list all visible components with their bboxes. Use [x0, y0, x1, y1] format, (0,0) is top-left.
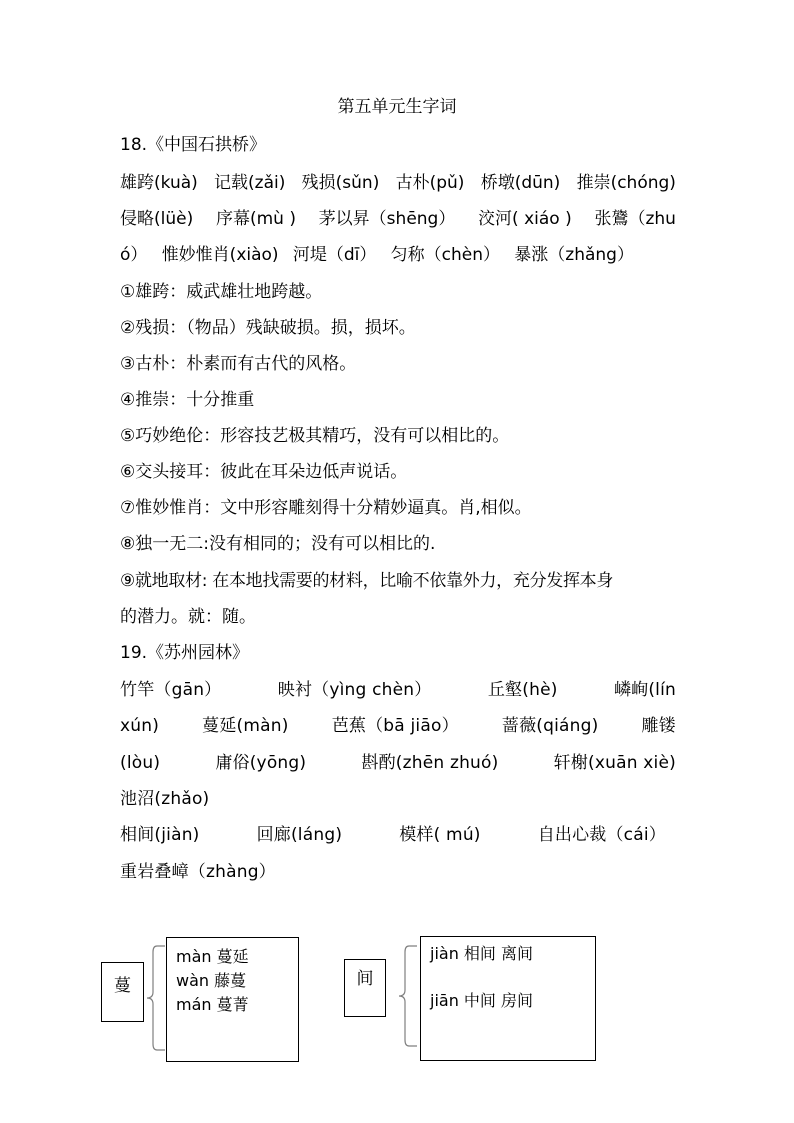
vocab-word: 映衬（yìng chèn） [277, 680, 432, 700]
vocab-word: 模样( mú) [399, 825, 481, 845]
vocab-word: 茅以昇（shēng） [318, 209, 456, 229]
vocab-word: 自出心裁（cái） [537, 825, 666, 845]
reading-item: wàn 藤蔓 [176, 971, 247, 990]
lesson18-vocab-line1 [120, 172, 676, 194]
definition-item: ④推崇：十分推重 [120, 390, 255, 410]
definition-item: ⑨就地取材: 在本地找需要的材料，比喻不依靠外力，充分发挥本身 [120, 571, 614, 591]
vocab-word: 相间(jiàn) [120, 825, 200, 845]
vocab-word: 惟妙惟肖(xiào) [161, 245, 279, 265]
vocab-word: 蔓延(màn) [202, 716, 289, 736]
reading-item: jiàn 相间 离间 [430, 944, 534, 963]
readings-box-man [166, 937, 299, 1062]
definition-item: ③古朴：朴素而有古代的风格。 [120, 354, 357, 374]
vocab-word: 雕镂 [641, 716, 676, 736]
vocab-word: 侵略(lüè) [120, 209, 194, 229]
readings-box-jian [420, 936, 596, 1061]
vocab-word: 丘壑(hè) [487, 680, 558, 700]
vocab-word: ó） [120, 245, 148, 265]
vocab-word: 暴涨（zhǎng） [514, 245, 634, 265]
vocab-word: 芭蕉（bā jiāo） [331, 716, 459, 736]
definition-item: ②残损：（物品）残缺破损。损，损坏。 [120, 318, 416, 338]
vocab-word: 序幕(mù ) [215, 209, 296, 229]
definition-item: ⑦惟妙惟肖：文中形容雕刻得十分精妙逼真。肖,相似。 [120, 498, 532, 518]
char-box-jian [344, 959, 386, 1017]
vocab-word: 河堤（dī） [292, 245, 377, 265]
reading-item: mán 蔓菁 [176, 995, 249, 1014]
vocab-word: 轩榭(xuān xiè) [553, 753, 676, 773]
lesson19-vocab-line5 [120, 824, 666, 846]
vocab-word: 桥墩(dūn) [480, 173, 561, 193]
vocab-word: 斟酌(zhēn zhuó) [361, 753, 499, 773]
definition-item: ⑤巧妙绝伦：形容技艺极其精巧，没有可以相比的。 [120, 426, 510, 446]
vocab-word: 推崇(chóng) [576, 173, 676, 193]
lesson19-heading: 19.《苏州园林》 [120, 643, 250, 663]
vocab-word: 嶙峋(lín [613, 680, 676, 700]
page-title: 第五单元生字词 [337, 97, 457, 117]
vocab-word: xún) [120, 716, 160, 736]
definition-item: ①雄跨：威武雄壮地跨越。 [120, 282, 323, 302]
lesson18-heading: 18.《中国石拱桥》 [120, 135, 267, 155]
polyphonic-char: 间 [356, 969, 374, 989]
lesson19-vocab-line1 [120, 679, 676, 701]
lesson19-vocab-line2 [120, 715, 676, 737]
vocab-word: 记载(zǎi) [214, 173, 286, 193]
char-box-man [101, 962, 144, 1022]
vocab-word: 池沼(zhǎo) [120, 789, 210, 809]
vocab-word: 蔷薇(qiáng) [501, 716, 599, 736]
vocab-word: 洨河( xiáo ) [478, 209, 572, 229]
reading-item: màn 蔓延 [176, 947, 249, 966]
definition-item-continued: 的潜力。就：随。 [120, 607, 256, 627]
brace-icon [395, 944, 421, 1050]
vocab-word: 张鷟（zhu [594, 209, 676, 229]
vocab-word: 庸俗(yōng) [215, 753, 307, 773]
definition-item: ⑧独一无二:没有相同的；没有可以相比的. [120, 534, 436, 554]
vocab-word: 重岩叠嶂（zhàng） [120, 862, 276, 882]
polyphonic-char: 蔓 [114, 976, 131, 996]
vocab-word: 古朴(pǔ) [395, 173, 465, 193]
lesson18-vocab-line3 [120, 244, 634, 266]
vocab-word: 雄跨(kuà) [120, 173, 198, 193]
definition-item: ⑥交头接耳：彼此在耳朵边低声说话。 [120, 462, 408, 482]
vocab-word: 竹竿（gān） [120, 680, 222, 700]
vocab-word: 匀称（chèn） [390, 245, 500, 265]
lesson19-vocab-line3 [120, 752, 676, 774]
reading-item: jiān 中间 房间 [430, 991, 534, 1010]
vocab-word: (lòu) [120, 753, 161, 773]
vocab-word: 残损(sǔn) [301, 173, 380, 193]
lesson18-vocab-line2 [120, 208, 676, 230]
vocab-word: 回廊(láng) [256, 825, 343, 845]
